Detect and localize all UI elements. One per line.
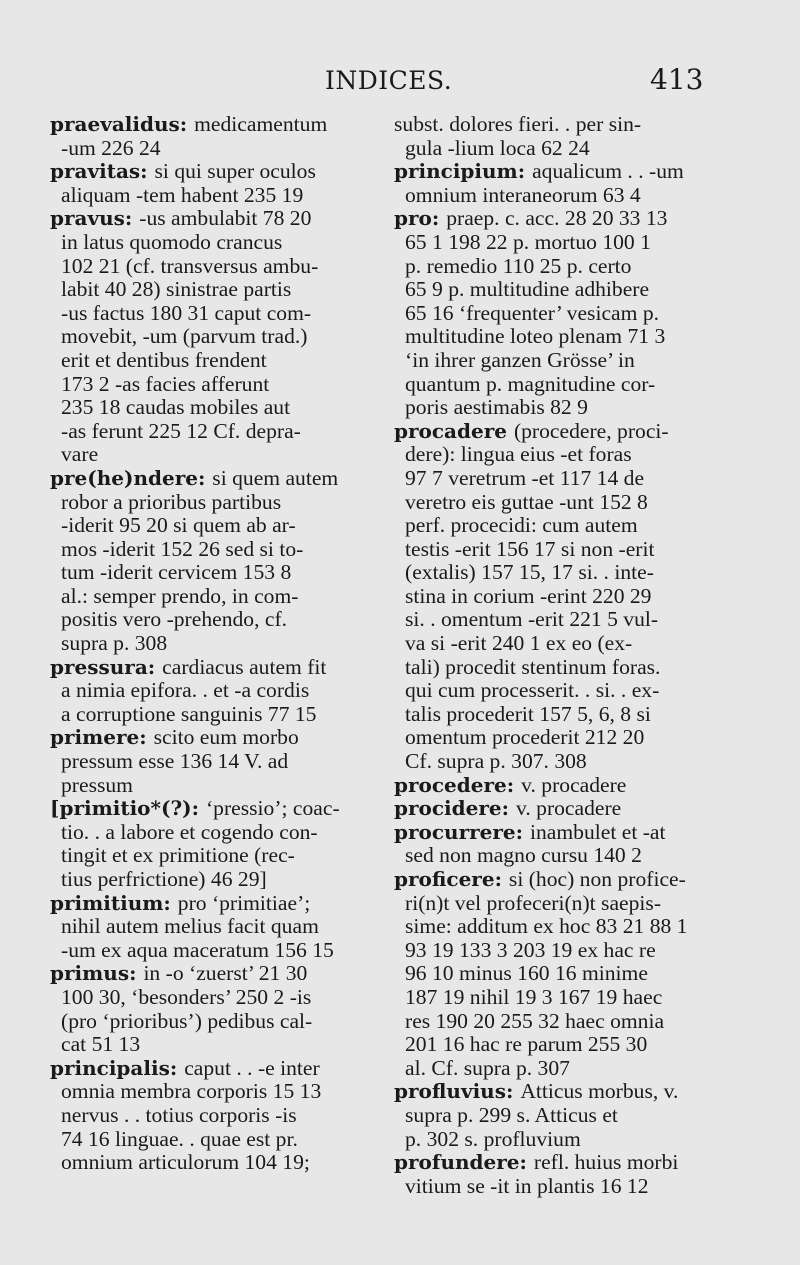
entry-text: si. . omentum -erit 221 5 vul-: [405, 607, 659, 632]
entry-headword: procidere:: [394, 796, 516, 821]
entry-headword: principium:: [394, 159, 533, 184]
entry-headword: primere:: [50, 725, 154, 750]
entry-text: 65 1 198 22 p. mortuo 100 1: [405, 229, 651, 254]
entry-line: [394, 750, 714, 774]
index-entry: [50, 962, 370, 1056]
entry-text: vitium se -it in plantis 16 12: [405, 1173, 649, 1198]
entry-line: [50, 774, 370, 798]
entry-text: -us ambulabit 78 20: [139, 206, 312, 231]
entry-line: [394, 1151, 714, 1175]
entry-line: [394, 632, 714, 656]
entry-line: [394, 844, 714, 868]
entry-line: [394, 962, 714, 986]
entry-line: [50, 113, 370, 137]
entry-text: -iderit 95 20 si quem ab ar-: [61, 513, 296, 538]
entry-line: [394, 1175, 714, 1199]
entry-line: [50, 703, 370, 727]
entry-line: [394, 443, 714, 467]
entry-text: p. remedio 110 25 p. certo: [405, 253, 632, 278]
entry-text: supra p. 299 s. Atticus et: [405, 1102, 618, 1127]
entry-text: in -o ‘zuerst’ 21 30: [143, 961, 308, 986]
entry-headword: primus:: [50, 961, 144, 986]
entry-line: [394, 538, 714, 562]
entry-text: tali) procedit stentinum foras.: [405, 654, 661, 679]
entry-line: [50, 892, 370, 916]
entry-text: 187 19 nihil 19 3 167 19 haec: [405, 984, 663, 1009]
entry-line: [50, 1010, 370, 1034]
entry-line: [50, 821, 370, 845]
entry-text: praep. c. acc. 28 20 33 13: [446, 206, 668, 231]
entry-headword: [primitio*(?):: [50, 796, 206, 821]
entry-line: [394, 608, 714, 632]
entry-text: a nimia epifora. . et -a cordis: [61, 678, 310, 703]
entry-headword: profluvius:: [394, 1079, 521, 1104]
entry-line: [394, 1033, 714, 1057]
entry-line: [394, 420, 714, 444]
entry-text: (procedere, proci-: [513, 418, 669, 443]
entry-text: subst. dolores fieri. . per sin-: [394, 112, 642, 136]
entry-text: sime: additum ex hoc 83 21 88 1: [405, 914, 688, 939]
entry-line: [50, 726, 370, 750]
entry-text: si quem autem: [212, 465, 339, 490]
entry-line: [50, 750, 370, 774]
entry-text: inambulet et -at: [530, 819, 666, 844]
entry-text: -um 226 24: [61, 135, 161, 160]
entry-line: [50, 844, 370, 868]
entry-line: [50, 443, 370, 467]
entry-text: testis -erit 156 17 si non -erit: [405, 536, 655, 561]
entry-line: [394, 373, 714, 397]
entry-headword: pre(he)ndere:: [50, 465, 213, 490]
entry-line: [394, 1080, 714, 1104]
entry-line: [50, 396, 370, 420]
entry-line: [394, 396, 714, 420]
entry-text: si (hoc) non profice-: [508, 867, 686, 891]
entry-line: [50, 491, 370, 515]
entry-text: dere): lingua eius -et foras: [405, 442, 632, 467]
entry-text: pressum esse 136 14 V. ad: [61, 749, 289, 774]
entry-text: v. procadere: [515, 796, 622, 821]
entry-headword: procurrere:: [394, 819, 530, 844]
entry-text: 74 16 linguae. . quae est pr.: [61, 1126, 298, 1151]
entry-line: [50, 915, 370, 939]
entry-line: [394, 703, 714, 727]
entry-line: [394, 821, 714, 845]
index-entry: [394, 797, 714, 821]
entry-text: va si -erit 240 1 ex eo (ex-: [405, 631, 633, 656]
entry-line: [50, 278, 370, 302]
index-entry: [394, 1151, 714, 1198]
entry-text: multitudine loteo plenam 71 3: [405, 324, 666, 349]
entry-text: ‘in ihrer ganzen Grösse’ in: [405, 347, 635, 372]
entry-line: [50, 420, 370, 444]
entry-line: [50, 986, 370, 1010]
entry-line: [394, 915, 714, 939]
entry-headword: profundere:: [394, 1150, 534, 1175]
entry-text: p. 302 s. profluvium: [405, 1126, 581, 1151]
entry-line: [50, 467, 370, 491]
index-entry: [394, 868, 714, 1080]
entry-headword: pressura:: [50, 654, 163, 679]
index-entry: [394, 821, 714, 868]
index-entry: [50, 1057, 370, 1175]
entry-line: [50, 1104, 370, 1128]
index-entry: [394, 160, 714, 207]
entry-line: [394, 514, 714, 538]
entry-text: (extalis) 157 15, 17 si. . inte-: [405, 560, 654, 585]
entry-line: [50, 868, 370, 892]
index-entry: [50, 160, 370, 207]
entry-text: tingit et ex primitione (rec-: [61, 843, 295, 868]
entry-text: cardiacus autem fit: [162, 654, 327, 679]
entry-line: [394, 349, 714, 373]
entry-text: a corruptione sanguinis 77 15: [61, 701, 317, 726]
entry-line: [50, 608, 370, 632]
entry-line: [394, 302, 714, 326]
entry-line: [50, 679, 370, 703]
entry-text: si qui super oculos: [154, 159, 316, 184]
entry-line: [50, 538, 370, 562]
entry-line: [394, 255, 714, 279]
entry-text: pressum: [61, 772, 133, 797]
entry-headword: proficere:: [394, 867, 509, 891]
entry-line: [50, 255, 370, 279]
entry-line: [394, 656, 714, 680]
index-entry: [394, 207, 714, 419]
entry-text: 65 9 p. multitudine adhibere: [405, 277, 650, 302]
entry-text: -as ferunt 225 12 Cf. depra-: [61, 418, 301, 443]
left-column: [50, 113, 370, 1175]
entry-line: [394, 868, 714, 892]
entry-text: 100 30, ‘besonders’ 250 2 -is: [61, 984, 312, 1009]
entry-line: [50, 231, 370, 255]
index-entry: [394, 113, 714, 160]
entry-text: stina in corium -erint 220 29: [405, 583, 652, 608]
entry-text: labit 40 28) sinistrae partis: [61, 277, 292, 302]
entry-text: positis vero -prehendo, cf.: [61, 607, 288, 632]
entry-line: [394, 986, 714, 1010]
entry-text: 96 10 minus 160 16 minime: [405, 961, 648, 986]
entry-line: [394, 325, 714, 349]
entry-headword: pravus:: [50, 206, 140, 231]
entry-text: tio. . a labore et cogendo con-: [61, 819, 318, 844]
entry-line: [394, 892, 714, 916]
entry-line: [50, 632, 370, 656]
entry-text: veretro eis guttae -unt 152 8: [405, 489, 648, 514]
entry-line: [50, 1128, 370, 1152]
entry-text: scito eum morbo: [153, 725, 299, 750]
entry-text: robor a prioribus partibus: [61, 489, 282, 514]
entry-text: (pro ‘prioribus’) pedibus cal-: [61, 1008, 313, 1033]
entry-headword: pravitas:: [50, 159, 155, 184]
entry-line: [50, 1057, 370, 1081]
entry-line: [50, 962, 370, 986]
entry-line: [50, 585, 370, 609]
entry-text: perf. procecidi: cum autem: [405, 513, 638, 538]
index-entry: [50, 207, 370, 467]
entry-text: quantum p. magnitudine cor-: [405, 371, 656, 396]
index-entry: [50, 656, 370, 727]
entry-text: 93 19 133 3 203 19 ex hac re: [405, 937, 656, 962]
entry-line: [50, 797, 370, 821]
entry-text: res 190 20 255 32 haec omnia: [405, 1008, 665, 1033]
entry-headword: procadere: [394, 418, 514, 443]
running-header: INDICES.: [325, 66, 453, 95]
entry-line: [394, 207, 714, 231]
entry-text: ‘pressio’; coac-: [205, 796, 340, 821]
entry-line: [394, 726, 714, 750]
entry-headword: praevalidus:: [50, 112, 195, 136]
entry-text: mos -iderit 152 26 sed si to-: [61, 536, 304, 561]
entry-text: tius perfrictione) 46 29]: [61, 867, 267, 891]
entry-text: omentum procederit 212 20: [405, 725, 645, 750]
index-entry: [50, 797, 370, 891]
entry-line: [394, 1128, 714, 1152]
entry-text: movebit, -um (parvum trad.): [61, 324, 308, 349]
entry-text: omnium interaneorum 63 4: [405, 182, 641, 207]
entry-text: omnia membra corporis 15 13: [61, 1079, 322, 1104]
entry-headword: procedere:: [394, 772, 522, 797]
entry-line: [394, 113, 714, 137]
entry-line: [50, 302, 370, 326]
entry-text: qui cum processerit. . si. . ex-: [405, 678, 660, 703]
entry-text: 102 21 (cf. transversus ambu-: [61, 253, 319, 278]
entry-text: aliquam -tem habent 235 19: [61, 182, 304, 207]
entry-line: [394, 679, 714, 703]
entry-text: in latus quomodo crancus: [61, 229, 283, 254]
entry-line: [394, 491, 714, 515]
entry-line: [50, 207, 370, 231]
entry-text: al. Cf. supra p. 307: [405, 1055, 570, 1080]
entry-text: Atticus morbus, v.: [520, 1079, 679, 1104]
entry-text: sed non magno cursu 140 2: [405, 843, 642, 868]
entry-line: [394, 1057, 714, 1081]
entry-line: [394, 1010, 714, 1034]
entry-text: 173 2 -as facies afferunt: [61, 371, 270, 396]
entry-headword: pro:: [394, 206, 447, 231]
entry-line: [50, 939, 370, 963]
entry-text: 97 7 veretrum -et 117 14 de: [405, 465, 645, 490]
entry-line: [50, 349, 370, 373]
entry-line: [50, 514, 370, 538]
entry-text: gula -lium loca 62 24: [405, 135, 590, 160]
entry-line: [50, 325, 370, 349]
entry-text: pro ‘primitiae’;: [177, 890, 311, 915]
entry-text: nihil autem melius facit quam: [61, 914, 319, 939]
entry-line: [394, 561, 714, 585]
entry-line: [394, 1104, 714, 1128]
entry-line: [394, 184, 714, 208]
entry-text: omnium articulorum 104 19;: [61, 1150, 310, 1175]
index-entry: [394, 774, 714, 798]
index-entry: [50, 113, 370, 160]
entry-text: poris aestimabis 82 9: [405, 395, 588, 420]
entry-line: [50, 1033, 370, 1057]
page-number: 413: [650, 63, 704, 96]
entry-text: -us factus 180 31 caput com-: [61, 300, 312, 325]
entry-text: talis procederit 157 5, 6, 8 si: [405, 701, 651, 726]
entry-line: [394, 585, 714, 609]
entry-text: Cf. supra p. 307. 308: [405, 749, 587, 774]
entry-text: 235 18 caudas mobiles aut: [61, 395, 291, 420]
entry-text: 201 16 hac re parum 255 30: [405, 1032, 648, 1057]
entry-line: [50, 561, 370, 585]
entry-line: [50, 160, 370, 184]
entry-text: supra p. 308: [61, 631, 168, 656]
entry-line: [394, 137, 714, 161]
index-entry: [50, 726, 370, 797]
entry-line: [50, 137, 370, 161]
entry-text: 65 16 ‘frequenter’ vesicam p.: [405, 300, 660, 325]
entry-line: [50, 656, 370, 680]
entry-line: [394, 774, 714, 798]
entry-text: vare: [61, 442, 99, 467]
entry-line: [50, 1080, 370, 1104]
index-entry: [394, 1080, 714, 1151]
entry-headword: primitium:: [50, 890, 178, 915]
entry-line: [50, 1151, 370, 1175]
index-entry: [50, 467, 370, 656]
entry-text: aqualicum . . -um: [532, 159, 684, 184]
right-column: [394, 113, 714, 1198]
entry-text: refl. huius morbi: [533, 1150, 679, 1175]
entry-text: caput . . -e inter: [184, 1055, 320, 1080]
entry-line: [394, 278, 714, 302]
entry-text: tum -iderit cervicem 153 8: [61, 560, 292, 585]
entry-text: v. procadere: [521, 772, 627, 797]
entry-text: cat 51 13: [61, 1032, 141, 1057]
entry-line: [50, 373, 370, 397]
entry-text: ri(n)t vel profeceri(n)t saepis-: [405, 890, 662, 915]
entry-text: erit et dentibus frendent: [61, 347, 267, 372]
entry-text: medicamentum: [194, 112, 328, 136]
index-entry: [394, 420, 714, 774]
entry-headword: principalis:: [50, 1055, 185, 1080]
entry-line: [394, 467, 714, 491]
entry-line: [394, 797, 714, 821]
entry-text: nervus . . totius corporis -is: [61, 1102, 297, 1127]
entry-text: al.: semper prendo, in com-: [61, 583, 299, 608]
entry-text: -um ex aqua maceratum 156 15: [61, 937, 334, 962]
entry-line: [394, 939, 714, 963]
entry-line: [394, 231, 714, 255]
index-entry: [50, 892, 370, 963]
entry-line: [394, 160, 714, 184]
entry-line: [50, 184, 370, 208]
